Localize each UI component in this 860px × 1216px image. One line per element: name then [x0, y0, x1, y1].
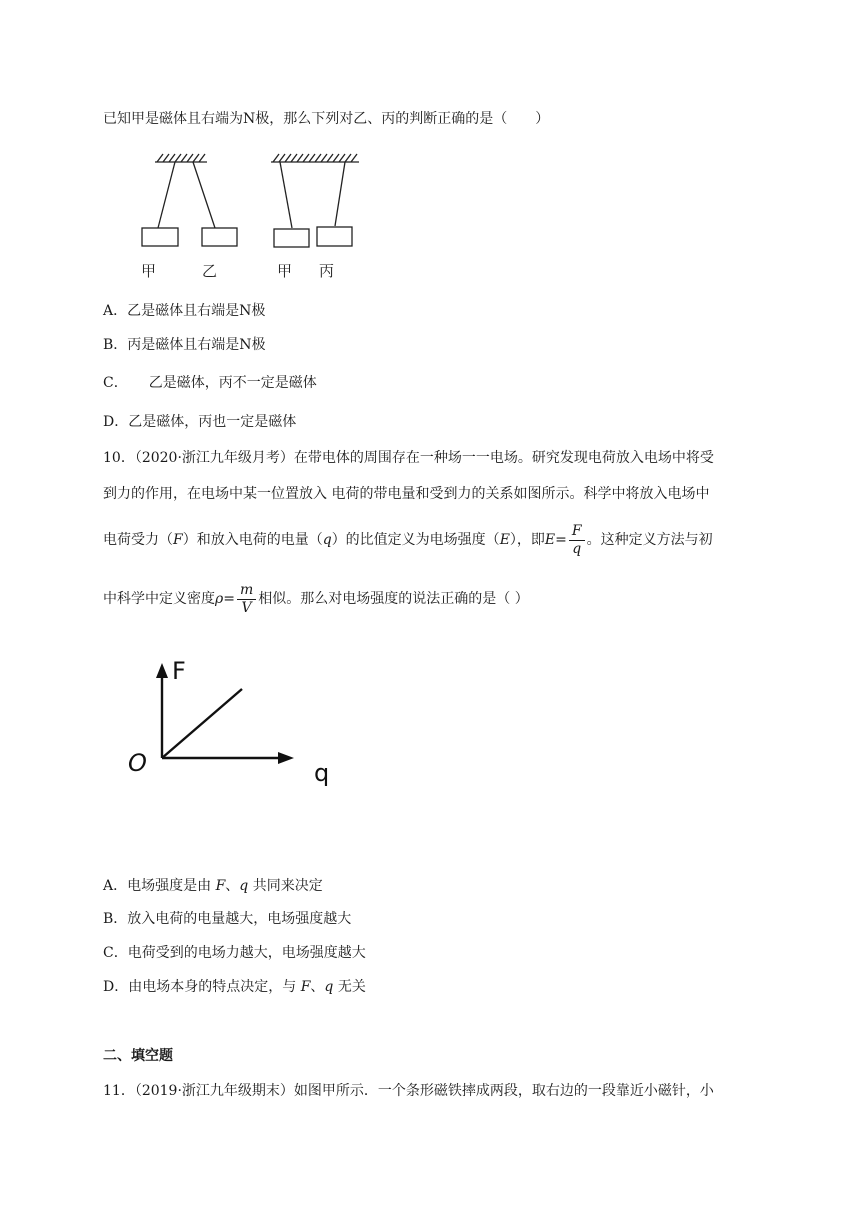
q10-opt-a-text-2: 、 — [225, 878, 240, 894]
q10-line3-text-1: 电荷受力（ — [103, 532, 173, 548]
var-e: E — [499, 532, 510, 548]
q9-option-b: B．丙是磁体且右端是N极 — [103, 337, 266, 353]
var-q: q — [324, 979, 334, 995]
figure-label-yi: 乙 — [202, 262, 218, 280]
var-q: q — [239, 878, 249, 894]
var-f: F — [173, 532, 183, 548]
var-f: F — [300, 979, 311, 995]
q10-opt-a-text-3: 共同来决定 — [248, 878, 323, 894]
q9-option-c: C． 乙是磁体，丙不一定是磁体 — [103, 375, 317, 391]
q9-stem: 已知甲是磁体且右端为N极，那么下列对乙、丙的判断正确的是（ ） — [103, 111, 550, 127]
fraction-f-over-q — [569, 523, 585, 558]
q10-opt-d-text-1: D．由电场本身的特点决定，与 — [103, 979, 301, 995]
q10-option-c: C．电荷受到的电场力越大，电场强度越大 — [103, 945, 366, 961]
figure-label-bing: 丙 — [319, 262, 335, 280]
equation-rho-lhs: ρ= — [215, 591, 235, 607]
q10-line3-text-5: 。这种定义方法与初 — [586, 532, 713, 548]
graph-origin-label: O — [128, 749, 147, 777]
fraction-denominator: V — [241, 599, 252, 616]
q10-opt-a-text-1: A．电场强度是由 — [103, 878, 216, 894]
q9-option-a: A．乙是磁体且右端是N极 — [103, 303, 266, 319]
section-title-fill-in: 二、填空题 — [103, 1048, 173, 1064]
q10-option-d — [103, 977, 366, 997]
q10-option-a — [103, 876, 323, 896]
equation-e-lhs: E= — [544, 532, 567, 548]
figure-label-jia-1: 甲 — [141, 262, 157, 280]
q10-line3-text-2: ）和放入电荷的电量（ — [182, 532, 323, 548]
q10-line3-text-3: ）的比值定义为电场强度（ — [331, 532, 500, 548]
q10-option-b: B．放入电荷的电量越大，电场强度越大 — [103, 911, 352, 927]
q10-opt-d-text-2: 、 — [310, 979, 325, 995]
q10-line-3 — [103, 522, 713, 558]
q10-line-2: 到力的作用，在电场中某一位置放入 电荷的带电量和受到力的关系如图所示。科学中将放入电场中 — [103, 486, 710, 502]
q9-option-d: D．乙是磁体，丙也一定是磁体 — [103, 414, 297, 430]
figure-label-jia-2: 甲 — [277, 262, 293, 280]
fraction-denominator: q — [572, 540, 582, 557]
var-f: F — [215, 878, 226, 894]
q10-graph — [120, 645, 350, 795]
fraction-numerator: F — [569, 523, 585, 541]
q10-opt-d-text-3: 无关 — [333, 979, 366, 995]
q10-line-4 — [103, 581, 529, 617]
graph-y-label: F — [172, 657, 186, 685]
q9-figure — [135, 150, 365, 285]
q11-line-1: 11．（2019·浙江九年级期末）如图甲所示．一个条形磁铁摔成两段，取右边的一段靠近小磁针，小 — [103, 1083, 714, 1099]
fraction-numerator: m — [237, 582, 256, 600]
fraction-m-over-v — [237, 582, 256, 617]
q10-line3-text-4: ），即 — [509, 532, 545, 548]
q10-line4-text-2: 相似。那么对电场强度的说法正确的是（ ） — [258, 591, 529, 607]
graph-x-label: q — [314, 759, 330, 787]
q10-line4-text-1: 中科学中定义密度 — [103, 591, 215, 607]
var-q: q — [322, 532, 332, 548]
q10-line-1: 10．（2020·浙江九年级月考）在带电体的周围存在一种场一一电场。研究发现电荷放入电场中将受 — [103, 450, 714, 466]
